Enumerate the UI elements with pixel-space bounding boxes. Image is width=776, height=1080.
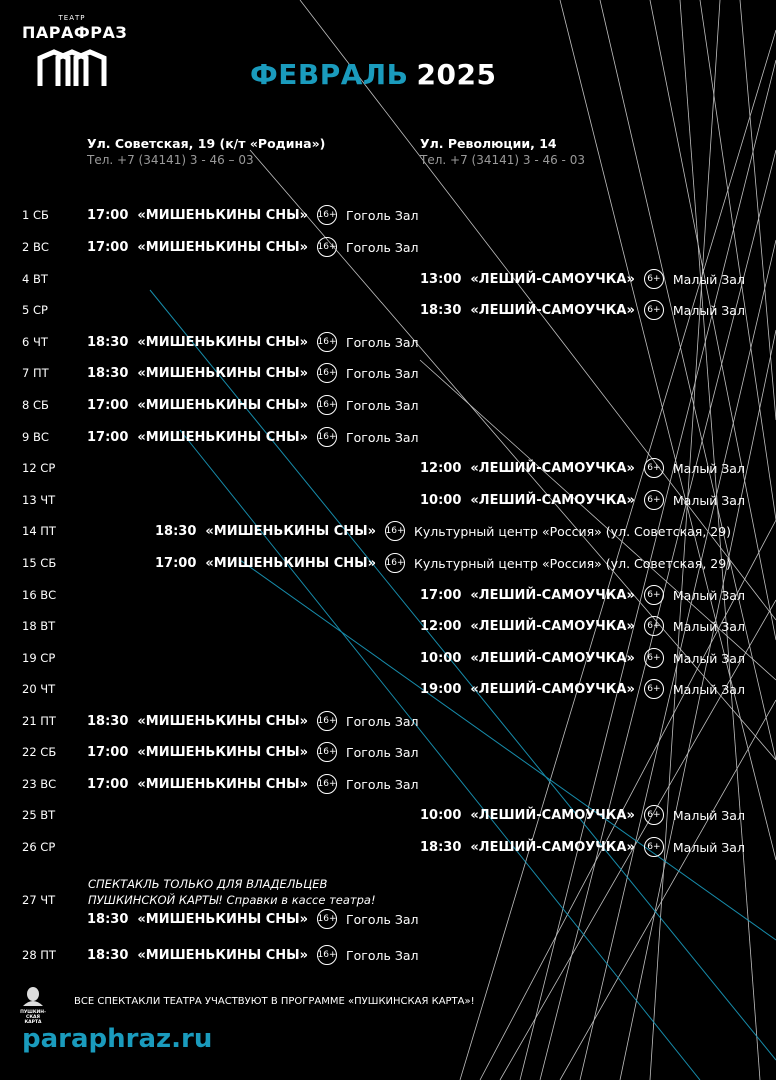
performance-time: 17:00 bbox=[87, 429, 129, 445]
performance-time: 18:30 bbox=[420, 302, 462, 318]
performance bbox=[87, 235, 419, 259]
schedule-day: 21 ПТ bbox=[22, 714, 56, 728]
schedule-row bbox=[0, 330, 776, 354]
schedule-row bbox=[0, 203, 776, 227]
age-rating-badge: 6+ bbox=[644, 300, 664, 320]
schedule-day: 19 СР bbox=[22, 651, 56, 665]
schedule-day: 14 ПТ bbox=[22, 524, 56, 538]
theatre-small-label: ТЕАТР bbox=[58, 14, 86, 22]
schedule-day: 4 ВТ bbox=[22, 272, 48, 286]
age-rating-badge: 16+ bbox=[317, 427, 337, 447]
schedule-day: 8 СБ bbox=[22, 398, 49, 412]
performance-time: 18:30 bbox=[87, 947, 129, 963]
schedule-day: 18 ВТ bbox=[22, 619, 56, 633]
performance-time: 17:00 bbox=[87, 397, 129, 413]
schedule-row bbox=[0, 456, 776, 480]
schedule-day: 26 СР bbox=[22, 840, 56, 854]
schedule-row bbox=[0, 803, 776, 827]
performance-title: «МИШЕНЬКИНЫ СНЫ» bbox=[137, 713, 309, 729]
age-rating-badge: 16+ bbox=[317, 237, 337, 257]
performance-time: 18:30 bbox=[87, 365, 129, 381]
performance bbox=[420, 677, 745, 701]
age-rating-badge: 6+ bbox=[644, 648, 664, 668]
schedule-day: 16 ВС bbox=[22, 588, 57, 602]
performance-hall: Культурный центр «Россия» (ул. Советская, 29) bbox=[414, 523, 732, 539]
age-rating-badge: 16+ bbox=[385, 553, 405, 573]
age-rating-badge: 6+ bbox=[644, 837, 664, 857]
performance-hall: Гоголь Зал bbox=[346, 334, 419, 350]
schedule-day: 12 СР bbox=[22, 461, 56, 475]
pushkin-note-line: СПЕКТАКЛЬ ТОЛЬКО ДЛЯ ВЛАДЕЛЬЦЕВ bbox=[88, 877, 328, 891]
age-rating-badge: 16+ bbox=[317, 363, 337, 383]
age-rating-badge: 6+ bbox=[644, 679, 664, 699]
pushkin-note-line: ПУШКИНСКОЙ КАРТЫ! Справки в кассе театра! bbox=[88, 893, 376, 907]
pushkin-card-logo-text: ПУШКИН-СКАЯ КАРТА bbox=[20, 1010, 46, 1025]
theatre-name: ПАРАФРАЗ bbox=[22, 23, 128, 42]
performance bbox=[87, 907, 419, 931]
performance bbox=[420, 583, 745, 607]
performance-time: 17:00 bbox=[420, 587, 462, 603]
schedule-row bbox=[0, 393, 776, 417]
schedule-row bbox=[0, 583, 776, 607]
performance-title: «ЛЕШИЙ-САМОУЧКА» bbox=[470, 618, 635, 634]
performance-title: «ЛЕШИЙ-САМОУЧКА» bbox=[470, 460, 635, 476]
performance-hall: Малый Зал bbox=[672, 618, 745, 634]
venue-phone: Тел. +7 (34141) 3 - 46 – 03 bbox=[87, 153, 254, 167]
performance-title: «МИШЕНЬКИНЫ СНЫ» bbox=[137, 365, 309, 381]
schedule-day: 23 ВС bbox=[22, 777, 57, 791]
performance-title: «МИШЕНЬКИНЫ СНЫ» bbox=[137, 239, 309, 255]
performance-title: «МИШЕНЬКИНЫ СНЫ» bbox=[137, 334, 309, 350]
schedule-row bbox=[0, 772, 776, 796]
performance-time: 17:00 bbox=[87, 239, 129, 255]
performance-time: 18:30 bbox=[155, 523, 197, 539]
performance-hall: Гоголь Зал bbox=[346, 365, 419, 381]
performance bbox=[87, 330, 419, 354]
performance-hall: Культурный центр «Россия» (ул. Советская, 29) bbox=[414, 555, 732, 571]
performance-hall: Гоголь Зал bbox=[346, 429, 419, 445]
performance bbox=[87, 393, 419, 417]
schedule-row bbox=[0, 267, 776, 291]
schedule-day: 7 ПТ bbox=[22, 366, 49, 380]
program-text: ВСЕ СПЕКТАКЛИ ТЕАТРА УЧАСТВУЮТ В ПРОГРАММЕ «ПУШКИНСКАЯ КАРТА»! bbox=[74, 996, 475, 1007]
venue-address-right bbox=[420, 136, 585, 167]
performance-time: 12:00 bbox=[420, 618, 462, 634]
performance-title: «МИШЕНЬКИНЫ СНЫ» bbox=[205, 555, 377, 571]
pushkin-portrait-icon bbox=[20, 986, 46, 1006]
performance-title: «ЛЕШИЙ-САМОУЧКА» bbox=[470, 271, 635, 287]
title-year: 2025 bbox=[416, 58, 497, 91]
performance-title: «ЛЕШИЙ-САМОУЧКА» bbox=[470, 587, 635, 603]
performance-hall: Гоголь Зал bbox=[346, 744, 419, 760]
schedule-row bbox=[0, 488, 776, 512]
performance-title: «МИШЕНЬКИНЫ СНЫ» bbox=[137, 207, 309, 223]
age-rating-badge: 16+ bbox=[317, 742, 337, 762]
performance-hall: Гоголь Зал bbox=[346, 397, 419, 413]
schedule-day: 25 ВТ bbox=[22, 808, 56, 822]
age-rating-badge: 6+ bbox=[644, 490, 664, 510]
performance bbox=[87, 943, 419, 967]
age-rating-badge: 6+ bbox=[644, 585, 664, 605]
theatre-logo bbox=[22, 14, 128, 88]
performance-hall: Малый Зал bbox=[672, 681, 745, 697]
performance-time: 17:00 bbox=[87, 744, 129, 760]
age-rating-badge: 16+ bbox=[317, 774, 337, 794]
performance-time: 13:00 bbox=[420, 271, 462, 287]
schedule-row bbox=[0, 677, 776, 701]
age-rating-badge: 6+ bbox=[644, 458, 664, 478]
schedule-day: 20 ЧТ bbox=[22, 682, 56, 696]
schedule-row bbox=[0, 943, 776, 967]
schedule-day: 6 ЧТ bbox=[22, 335, 48, 349]
schedule-day: 22 СБ bbox=[22, 745, 57, 759]
schedule-row bbox=[0, 646, 776, 670]
performance bbox=[87, 361, 419, 385]
performance-title: «МИШЕНЬКИНЫ СНЫ» bbox=[137, 429, 309, 445]
performance-time: 10:00 bbox=[420, 807, 462, 823]
performance-time: 17:00 bbox=[155, 555, 197, 571]
performance-title: «ЛЕШИЙ-САМОУЧКА» bbox=[470, 681, 635, 697]
venue-street: Ул. Революции, 14 bbox=[420, 136, 557, 151]
performance bbox=[420, 614, 745, 638]
performance bbox=[420, 803, 745, 827]
schedule-row bbox=[0, 235, 776, 259]
schedule-day: 27 ЧТ bbox=[22, 893, 56, 907]
performance-hall: Малый Зал bbox=[672, 302, 745, 318]
performance-hall: Малый Зал bbox=[672, 492, 745, 508]
performance-hall: Гоголь Зал bbox=[346, 947, 419, 963]
performance-hall: Гоголь Зал bbox=[346, 776, 419, 792]
performance-title: «ЛЕШИЙ-САМОУЧКА» bbox=[470, 302, 635, 318]
venue-address-left bbox=[87, 136, 325, 167]
title-month: ФЕВРАЛЬ bbox=[250, 58, 409, 91]
performance bbox=[420, 267, 745, 291]
performance-title: «МИШЕНЬКИНЫ СНЫ» bbox=[137, 744, 309, 760]
performance bbox=[155, 551, 731, 575]
performance-title: «ЛЕШИЙ-САМОУЧКА» bbox=[470, 807, 635, 823]
schedule-day: 15 СБ bbox=[22, 556, 57, 570]
performance-time: 10:00 bbox=[420, 492, 462, 508]
pushkin-card-logo bbox=[20, 986, 46, 1025]
performance-title: «МИШЕНЬКИНЫ СНЫ» bbox=[205, 523, 377, 539]
age-rating-badge: 16+ bbox=[385, 521, 405, 541]
schedule-row bbox=[0, 361, 776, 385]
performance bbox=[420, 456, 745, 480]
performance bbox=[155, 519, 731, 543]
schedule-day: 1 СБ bbox=[22, 208, 49, 222]
schedule-row bbox=[0, 298, 776, 322]
schedule-day: 13 ЧТ bbox=[22, 493, 56, 507]
performance-title: «ЛЕШИЙ-САМОУЧКА» bbox=[470, 492, 635, 508]
age-rating-badge: 16+ bbox=[317, 395, 337, 415]
performance-hall: Гоголь Зал bbox=[346, 207, 419, 223]
performance-time: 18:30 bbox=[87, 713, 129, 729]
performance bbox=[420, 835, 745, 859]
age-rating-badge: 16+ bbox=[317, 332, 337, 352]
performance bbox=[420, 488, 745, 512]
performance-time: 18:30 bbox=[420, 839, 462, 855]
performance bbox=[87, 203, 419, 227]
performance-hall: Малый Зал bbox=[672, 807, 745, 823]
page-title bbox=[250, 58, 496, 91]
performance-time: 17:00 bbox=[87, 207, 129, 223]
performance-time: 10:00 bbox=[420, 650, 462, 666]
performance-title: «МИШЕНЬКИНЫ СНЫ» bbox=[137, 397, 309, 413]
schedule-row bbox=[0, 835, 776, 859]
performance-time: 19:00 bbox=[420, 681, 462, 697]
performance bbox=[87, 772, 419, 796]
website-link[interactable]: paraphraz.ru bbox=[22, 1024, 213, 1054]
performance-hall: Гоголь Зал bbox=[346, 911, 419, 927]
performance-time: 17:00 bbox=[87, 776, 129, 792]
performance bbox=[420, 646, 745, 670]
age-rating-badge: 6+ bbox=[644, 805, 664, 825]
schedule-day: 2 ВС bbox=[22, 240, 49, 254]
performance-title: «МИШЕНЬКИНЫ СНЫ» bbox=[137, 776, 309, 792]
schedule-row bbox=[0, 709, 776, 733]
performance-hall: Малый Зал bbox=[672, 839, 745, 855]
schedule-row bbox=[0, 519, 776, 543]
performance-hall: Малый Зал bbox=[672, 271, 745, 287]
age-rating-badge: 16+ bbox=[317, 909, 337, 929]
schedule-row bbox=[0, 425, 776, 449]
performance-time: 18:30 bbox=[87, 334, 129, 350]
age-rating-badge: 16+ bbox=[317, 711, 337, 731]
performance-hall: Гоголь Зал bbox=[346, 713, 419, 729]
performance-title: «ЛЕШИЙ-САМОУЧКА» bbox=[470, 839, 635, 855]
performance-title: «МИШЕНЬКИНЫ СНЫ» bbox=[137, 911, 309, 927]
age-rating-badge: 6+ bbox=[644, 616, 664, 636]
performance-hall: Гоголь Зал bbox=[346, 239, 419, 255]
schedule-row bbox=[0, 551, 776, 575]
schedule-row bbox=[0, 740, 776, 764]
age-rating-badge: 16+ bbox=[317, 205, 337, 225]
performance-title: «МИШЕНЬКИНЫ СНЫ» bbox=[137, 947, 309, 963]
performance-time: 18:30 bbox=[87, 911, 129, 927]
performance bbox=[87, 740, 419, 764]
venue-street: Ул. Советская, 19 (к/т «Родина») bbox=[87, 136, 326, 151]
performance-hall: Малый Зал bbox=[672, 460, 745, 476]
performance-hall: Малый Зал bbox=[672, 587, 745, 603]
performance-hall: Малый Зал bbox=[672, 650, 745, 666]
venue-phone: Тел. +7 (34141) 3 - 46 - 03 bbox=[420, 153, 585, 167]
pushkin-note bbox=[88, 876, 376, 908]
schedule-day: 9 ВС bbox=[22, 430, 49, 444]
performance-title: «ЛЕШИЙ-САМОУЧКА» bbox=[470, 650, 635, 666]
performance bbox=[87, 709, 419, 733]
performance-time: 12:00 bbox=[420, 460, 462, 476]
theatre-emblem-icon bbox=[36, 48, 108, 88]
schedule-day: 5 СР bbox=[22, 303, 48, 317]
performance bbox=[87, 425, 419, 449]
age-rating-badge: 6+ bbox=[644, 269, 664, 289]
schedule-day: 28 ПТ bbox=[22, 948, 56, 962]
age-rating-badge: 16+ bbox=[317, 945, 337, 965]
schedule-row bbox=[0, 614, 776, 638]
performance bbox=[420, 298, 745, 322]
